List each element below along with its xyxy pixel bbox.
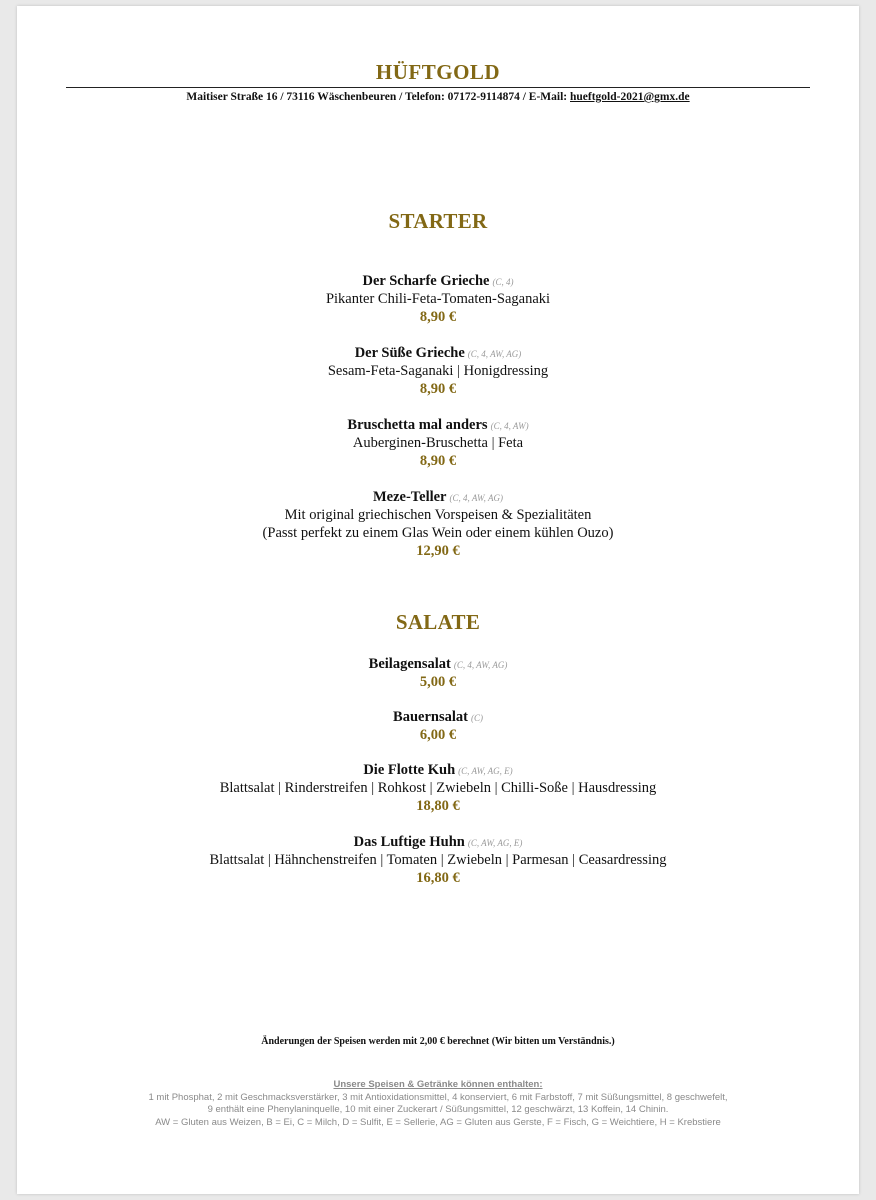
item-name: Der Süße Grieche <box>354 345 465 361</box>
item-price: 16,80 € <box>416 870 460 886</box>
change-fee-note: Änderungen der Speisen werden mit 2,00 € berechnet (Wir bitten um Verständnis.) <box>261 1036 615 1047</box>
item-allergens: (C, 4) <box>492 277 514 287</box>
legend-line: 9 enthält eine Phenylaninquelle, 10 mit einer Zuckerart / Süßungsmittel, 12 geschwärzt, 13 Koffein, 14 Chinin. <box>207 1104 669 1115</box>
item-price: 8,90 € <box>419 381 457 397</box>
menu-item <box>17 416 859 470</box>
menu-page <box>17 6 859 1194</box>
item-name: Meze-Teller <box>372 489 447 505</box>
item-price: 8,90 € <box>419 309 457 325</box>
item-allergens: (C, 4, AW, AG) <box>467 349 522 359</box>
item-name: Die Flotte Kuh <box>363 762 456 778</box>
item-name: Das Luftige Huhn <box>353 834 465 850</box>
menu-item <box>17 344 859 398</box>
item-description: Pikanter Chili-Feta-Tomaten-Saganaki <box>325 291 551 307</box>
item-price: 5,00 € <box>419 674 457 690</box>
allergen-legend <box>17 1079 859 1129</box>
item-description: Blattsalat | Hähnchenstreifen | Tomaten | Zwiebeln | Parmesan | Ceasardressing <box>209 852 667 868</box>
item-allergens: (C, AW, AG, E) <box>467 838 523 848</box>
item-price: 6,00 € <box>419 727 457 743</box>
item-description: (Passt perfekt zu einem Glas Wein oder einem kühlen Ouzo) <box>262 525 614 541</box>
menu-item <box>17 761 859 815</box>
section-title-salate: SALATE <box>395 610 481 634</box>
item-name: Der Scharfe Grieche <box>362 273 490 289</box>
item-allergens: (C, 4, AW, AG) <box>449 493 504 503</box>
legend-line: 1 mit Phosphat, 2 mit Geschmacksverstärker, 3 mit Antioxidationsmittel, 4 konserviert, 6 mit Farbstoff, 7 mit Süßungsmittel, 8 geschwefelt, <box>148 1091 728 1103</box>
legend-title: Unsere Speisen & Getränke können enthalten: <box>333 1079 543 1090</box>
item-allergens: (C, 4, AW, AG) <box>453 660 508 670</box>
contact-line <box>17 91 859 103</box>
menu-item <box>17 488 859 560</box>
menu-item <box>17 272 859 326</box>
item-price: 8,90 € <box>419 453 457 469</box>
item-price: 12,90 € <box>416 543 460 559</box>
header-divider <box>66 87 810 88</box>
section-title-starter: STARTER <box>388 209 488 233</box>
email-link[interactable]: hueftgold-2021@gmx.de <box>570 91 690 103</box>
menu-item <box>17 833 859 887</box>
item-allergens: (C, AW, AG, E) <box>458 766 513 776</box>
item-allergens: (C) <box>470 713 483 723</box>
address-text: Maitiser Straße 16 / 73116 Wäschenbeuren / Telefon: 07172-9114874 / E-Mail: <box>186 91 570 103</box>
item-description: Auberginen-Bruschetta | Feta <box>352 435 524 451</box>
item-allergens: (C, 4, AW) <box>490 421 529 431</box>
menu-item <box>17 708 859 744</box>
restaurant-name: HÜFTGOLD <box>375 60 501 84</box>
legend-line: AW = Gluten aus Weizen, B = Ei, C = Milch, D = Sulfit, E = Sellerie, AG = Gluten aus Gerste, F = Fisch, G = Weichtiere, H = Krebstiere <box>155 1116 721 1128</box>
menu-item <box>17 655 859 691</box>
item-name: Beilagensalat <box>368 656 451 672</box>
item-price: 18,80 € <box>416 798 460 814</box>
item-name: Bauernsalat <box>393 709 468 725</box>
item-description: Mit original griechischen Vorspeisen & Spezialitäten <box>284 507 592 523</box>
item-name: Bruschetta mal anders <box>347 417 488 433</box>
item-description: Blattsalat | Rinderstreifen | Rohkost | Zwiebeln | Chilli-Soße | Hausdressing <box>219 780 657 796</box>
item-description: Sesam-Feta-Saganaki | Honigdressing <box>327 363 549 379</box>
